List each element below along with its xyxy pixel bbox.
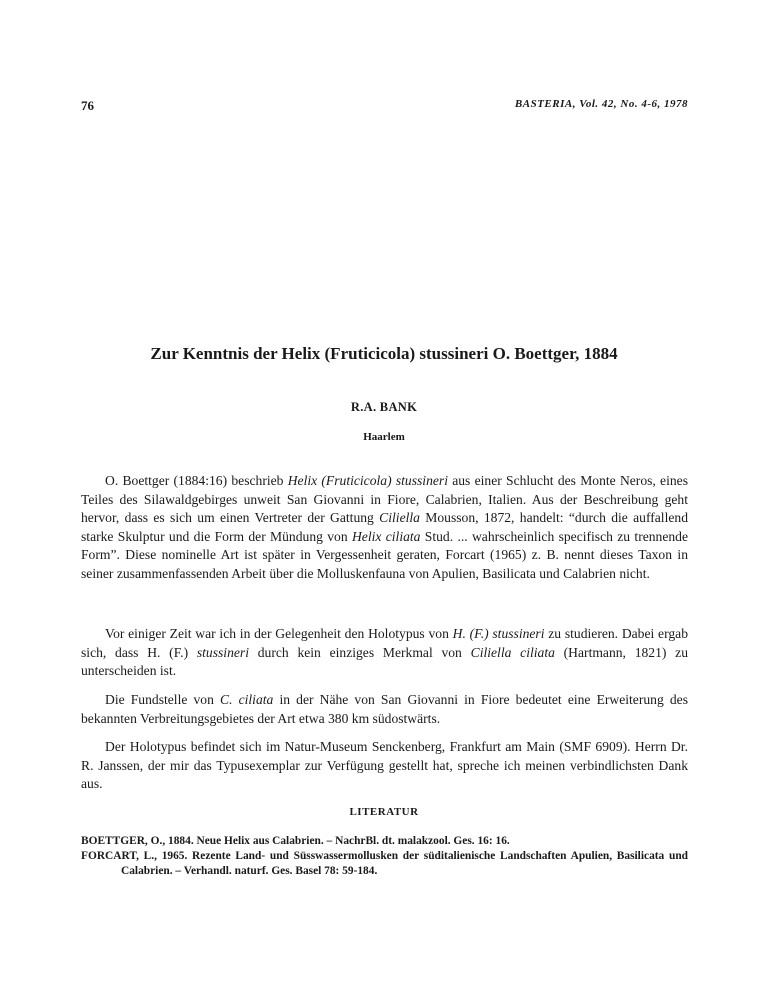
taxon-name: stussineri bbox=[196, 644, 249, 660]
taxon-name: Ciliella ciliata bbox=[470, 644, 555, 660]
journal-citation: BASTERIA, Vol. 42, No. 4-6, 1978 bbox=[514, 98, 688, 110]
text-run: zu studieren. Dabei ergab sich, dass H. (F.) bbox=[81, 626, 688, 660]
text-run: Vor einiger Zeit war ich in der Gelegenheit den Holotypus von bbox=[105, 626, 453, 641]
text-run: (Hartmann, 1821) zu unterscheiden ist. bbox=[81, 644, 688, 679]
reference-list bbox=[81, 834, 688, 879]
reference-item: BOETTGER, O., 1884. Neue Helix aus Calabrien. – NachrBl. dt. malakzool. Ges. 16: 16. bbox=[81, 835, 510, 847]
taxon-name: C. ciliata bbox=[220, 692, 274, 707]
running-header bbox=[81, 98, 688, 118]
text-run: Stud. ... wahrscheinlich specifisch zu trennende Form”. Diese nominelle Art ist später in Vergessenheit geraten, Forcart (1965) z. B. nennt dieses Taxon in seiner zusammenfassenden Arbeit über die Molluskenfauna von Apulien, Basilicata und Calabrien nicht. bbox=[81, 528, 689, 581]
author-affiliation: Haarlem bbox=[363, 431, 405, 443]
paragraph-2 bbox=[81, 625, 688, 681]
text-run: O. Boettger (1884:16) beschrieb bbox=[105, 473, 288, 488]
paragraph-1 bbox=[81, 472, 688, 584]
text-run: Mousson, 1872, handelt: “durch die auffallend starke Skulptur und die Form der Mündung von bbox=[81, 510, 688, 544]
page-number: 76 bbox=[81, 98, 94, 113]
reference-item: FORCART, L., 1965. Rezente Land- und Süsswassermollusken der süditalienische Landschaften Apulien, Basilicata und Calabrien. – Verhandl. naturf. Ges. Basel 78: 59-184. bbox=[81, 850, 688, 877]
literature-heading: LITERATUR bbox=[349, 806, 419, 818]
text-run: durch kein einziges Merkmal von bbox=[248, 644, 471, 660]
paragraph-3 bbox=[81, 691, 688, 728]
taxon-name: H. (F.) stussineri bbox=[452, 626, 545, 641]
text-run: in der Nähe von San Giovanni in Fiore bedeutet eine Erweiterung des bekannten Verbreitungsgebietes der Art etwa 380 km südostwärts. bbox=[81, 692, 688, 726]
text-run: Der Holotypus befindet sich im Natur-Museum Senckenberg, Frankfurt am Main (SMF 6909). Herrn Dr. R. Janssen, der mir das Typusexemplar zur Verfügung gestellt hat, spreche ich meinen verbindlichsten Dank aus. bbox=[81, 739, 688, 792]
taxon-name: Helix ciliata bbox=[351, 528, 421, 544]
paragraph-4 bbox=[81, 738, 688, 794]
article-title: Zur Kenntnis der Helix (Fruticicola) stussineri O. Boettger, 1884 bbox=[150, 344, 618, 363]
taxon-name: Helix (Fruticicola) stussineri bbox=[287, 473, 448, 488]
text-run: aus einer Schlucht des Monte Neros, eines Teiles des Silawaldgebirges unweit San Giovanni in Fiore, Calabrien, Italien. Aus der Beschreibung geht hervor, dass es sich um einen Vertreter der Gattung bbox=[81, 473, 688, 526]
article-author: R.A. BANK bbox=[350, 400, 418, 414]
text-run: Die Fundstelle von bbox=[105, 692, 221, 707]
taxon-name: Ciliella bbox=[379, 510, 420, 526]
